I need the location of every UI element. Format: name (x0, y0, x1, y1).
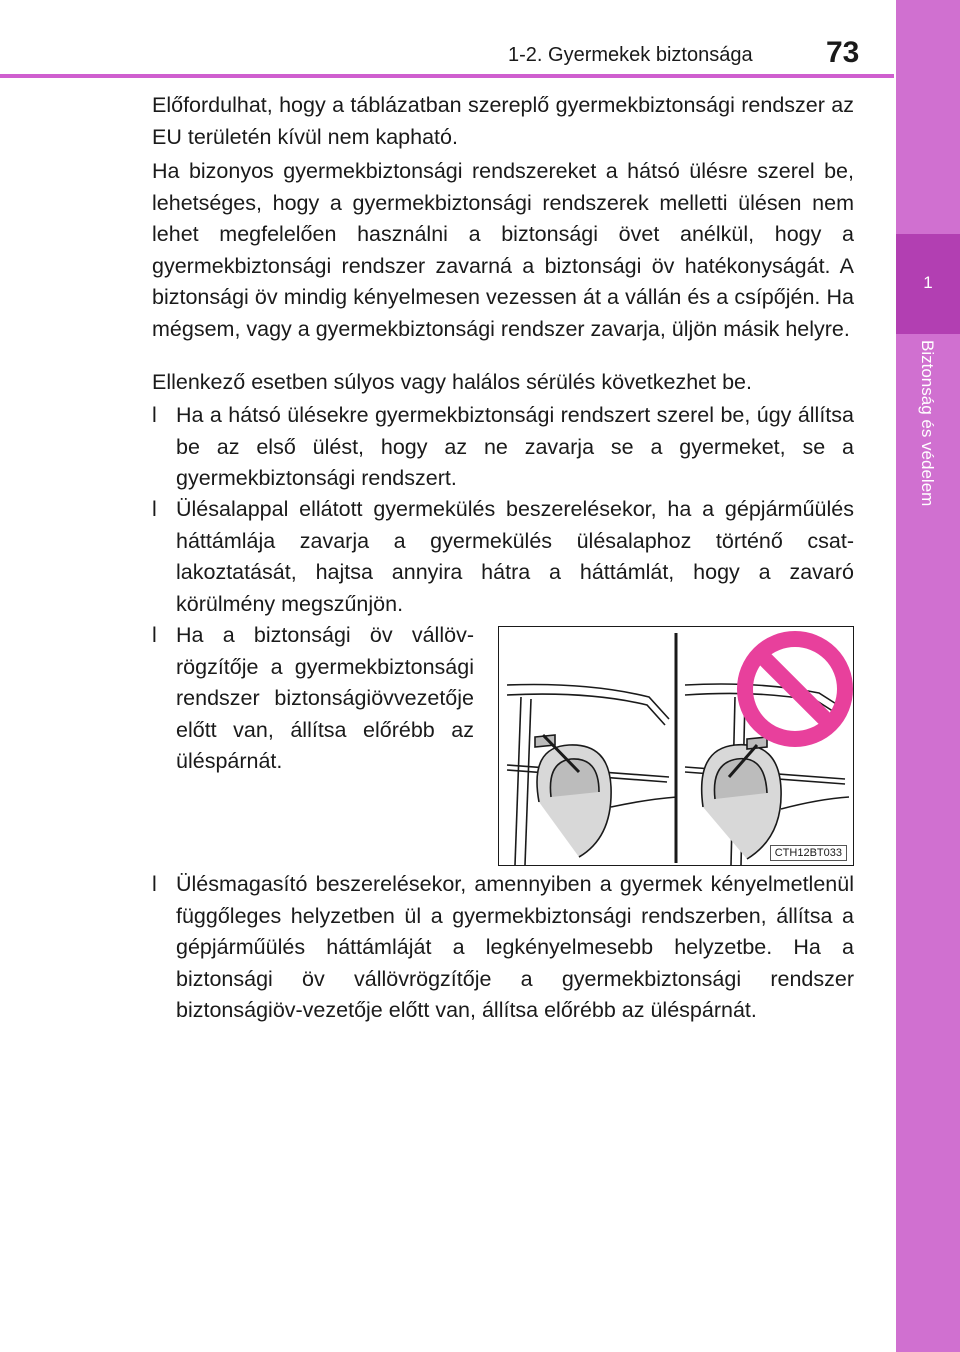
list-item (152, 494, 854, 620)
figure-code: CTH12BT033 (770, 845, 847, 861)
bullet-text: Ha a biztonsági öv vállövrögzítője a gyermekbiztonsági rendszer biztonságiövvezetője előtt van, állítsa előrébb az üléspárnát. (176, 623, 474, 773)
bullet-marker: l (152, 623, 157, 647)
paragraph-availability: Előfordulhat, hogy a táblázatban szereplő gyermekbiztonsági rendszer az EU területén kívül nem kapható. (152, 93, 854, 149)
prohibited-icon (745, 639, 845, 739)
bullet-text: Ülésmagasító beszerelésekor, amennyiben a gyermek kényelmetlenül függőleges helyzetben ül a gyermekbiztonsági rendszerben, állítsa a gépjárműülés háttámláját a legkényelmesebb helyzetbe. Ha a biztonsági öv vállövrögzítője a gyermekbiztonsági rendszer biztonságiöv-vezetője előtt van, állítsa előrébb az üléspárnát. (176, 872, 854, 1022)
bullet-text: Ülésalappal ellátott gyermekülés beszerelésekor, ha a gépjárműülés háttámlája zavarja a gyermekülés ülésalaphoz történő csatlakoztatását, hajtsa annyira hátra a háttámlát, hogy a zavaró körülmény megszűnjön. (176, 497, 854, 616)
chapter-title: Biztonság és védelem (918, 340, 937, 507)
bullet-marker: l (152, 872, 157, 896)
chapter-side-tab[interactable] (896, 0, 960, 1352)
paragraph-warning: Ellenkező esetben súlyos vagy halálos sérülés következhet be. (152, 370, 752, 394)
paragraph-rear-seat: Ha bizonyos gyermekbiztonsági rendszereket a hátsó ülésre szerel be, lehetséges, hogy a gyermekbiztonsági rendszerek melletti ülésen nem lehet megfelelően használni a biztonsági övet anélkül, hogy a gyermekbiztonsági rendszer zavarná a biztonsági öv hatékonyságát. A biztonsági öv mindig kényelmesen vezessen át a vállán és a csípőjén. Ha mégsem, vagy a gyermekbiztonsági rendszer zavarja, üljön másik helyre. (152, 159, 854, 341)
page-number: 73 (826, 36, 860, 69)
chapter-number: 1 (923, 273, 933, 292)
header-rule (0, 74, 894, 78)
child-seat-illustration (498, 626, 854, 866)
illustration-drawing (499, 627, 853, 865)
list-item (152, 400, 854, 495)
section-title: 1-2. Gyermekek biztonsága (508, 44, 753, 66)
list-item (152, 620, 474, 778)
bullet-text: Ha a hátsó ülésekre gyermekbiztonsági rendszert szerel be, úgy állítsa be az első ülést, hogy az ne zavarja se a gyermeket, se a gyermekbiztonsági rendszert. (176, 403, 854, 490)
bullet-marker: l (152, 497, 157, 521)
bullet-marker: l (152, 403, 157, 427)
list-item (152, 869, 854, 1027)
